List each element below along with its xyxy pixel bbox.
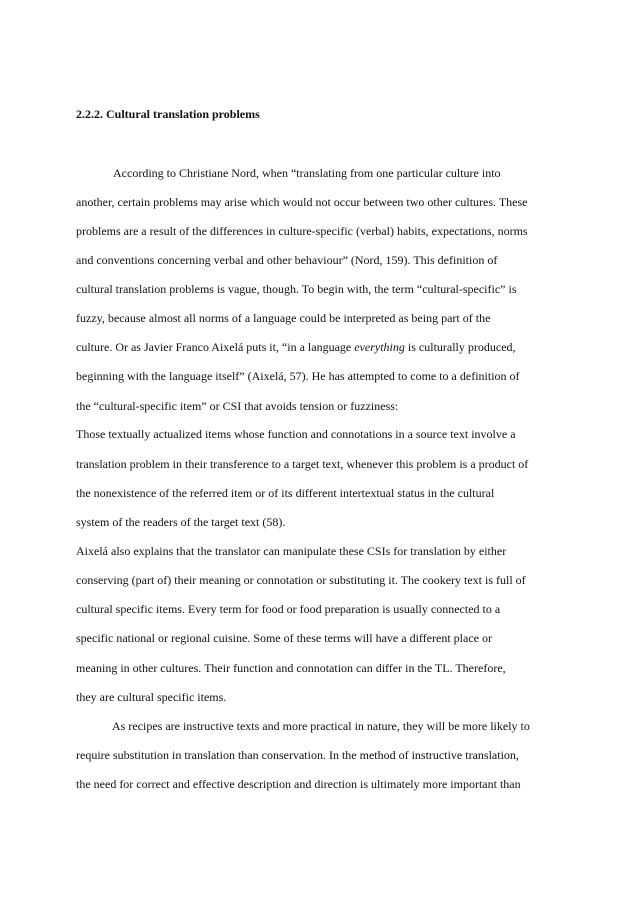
paragraph-2-line-3: cultural specific items. Every term for food or food preparation is usually connected to a [76, 602, 501, 616]
paragraph-1-line-5: cultural translation problems is vague, though. To begin with, the term “cultural-specific” is [76, 282, 517, 296]
paragraph-1-line-1: According to Christiane Nord, when “translating from one particular culture into [113, 166, 501, 180]
paragraph-1-line-7 [76, 339, 516, 355]
block-quote-line-4: system of the readers of the target text (58). [76, 515, 286, 529]
paragraph-2-line-2: conserving (part of) their meaning or connotation or substituting it. The cookery text is full of [76, 573, 526, 587]
paragraph-1-line-6: fuzzy, because almost all norms of a language could be interpreted as being part of the [76, 311, 491, 325]
paragraph-2-line-5: meaning in other cultures. Their function and connotation can differ in the TL. Therefore, [76, 661, 506, 675]
paragraph-1-line-2: another, certain problems may arise which would not occur between two other cultures. These [76, 195, 528, 209]
paragraph-1-line-4: and conventions concerning verbal and other behaviour” (Nord, 159). This definition of [76, 253, 498, 267]
block-quote-line-1: Those textually actualized items whose function and connotations in a source text involve a [76, 427, 516, 441]
paragraph-1-line-9: the “cultural-specific item” or CSI that avoids tension or fuzziness: [76, 399, 399, 413]
emphasized-word: everything [354, 340, 405, 354]
paragraph-1-line-3: problems are a result of the differences in culture-specific (verbal) habits, expectations, norms [76, 224, 528, 238]
block-quote-line-3: the nonexistence of the referred item or of its different intertextual status in the cultural [76, 486, 495, 500]
section-heading: 2.2.2. Cultural translation problems [76, 107, 260, 121]
paragraph-3-line-2: require substitution in translation than conservation. In the method of instructive translation, [76, 748, 519, 762]
paragraph-1-line-7-end: is culturally produced, [404, 340, 516, 354]
paragraph-3-line-1: As recipes are instructive texts and more practical in nature, they will be more likely to [112, 719, 530, 733]
paragraph-3-line-3: the need for correct and effective description and direction is ultimately more important than [76, 777, 521, 791]
block-quote-line-2: translation problem in their transference to a target text, whenever this problem is a product of [76, 457, 529, 471]
paragraph-1-line-7-start: culture. Or as Javier Franco Aixelá puts it, “in a language [76, 340, 355, 354]
paragraph-1-line-8: beginning with the language itself” (Aixelá, 57). He has attempted to come to a definition of [76, 369, 520, 383]
paragraph-2-line-4: specific national or regional cuisine. Some of these terms will have a different place or [76, 631, 492, 645]
paragraph-2-line-6: they are cultural specific items. [76, 690, 227, 704]
paragraph-2-line-1: Aixelá also explains that the translator can manipulate these CSIs for translation by either [76, 544, 507, 558]
